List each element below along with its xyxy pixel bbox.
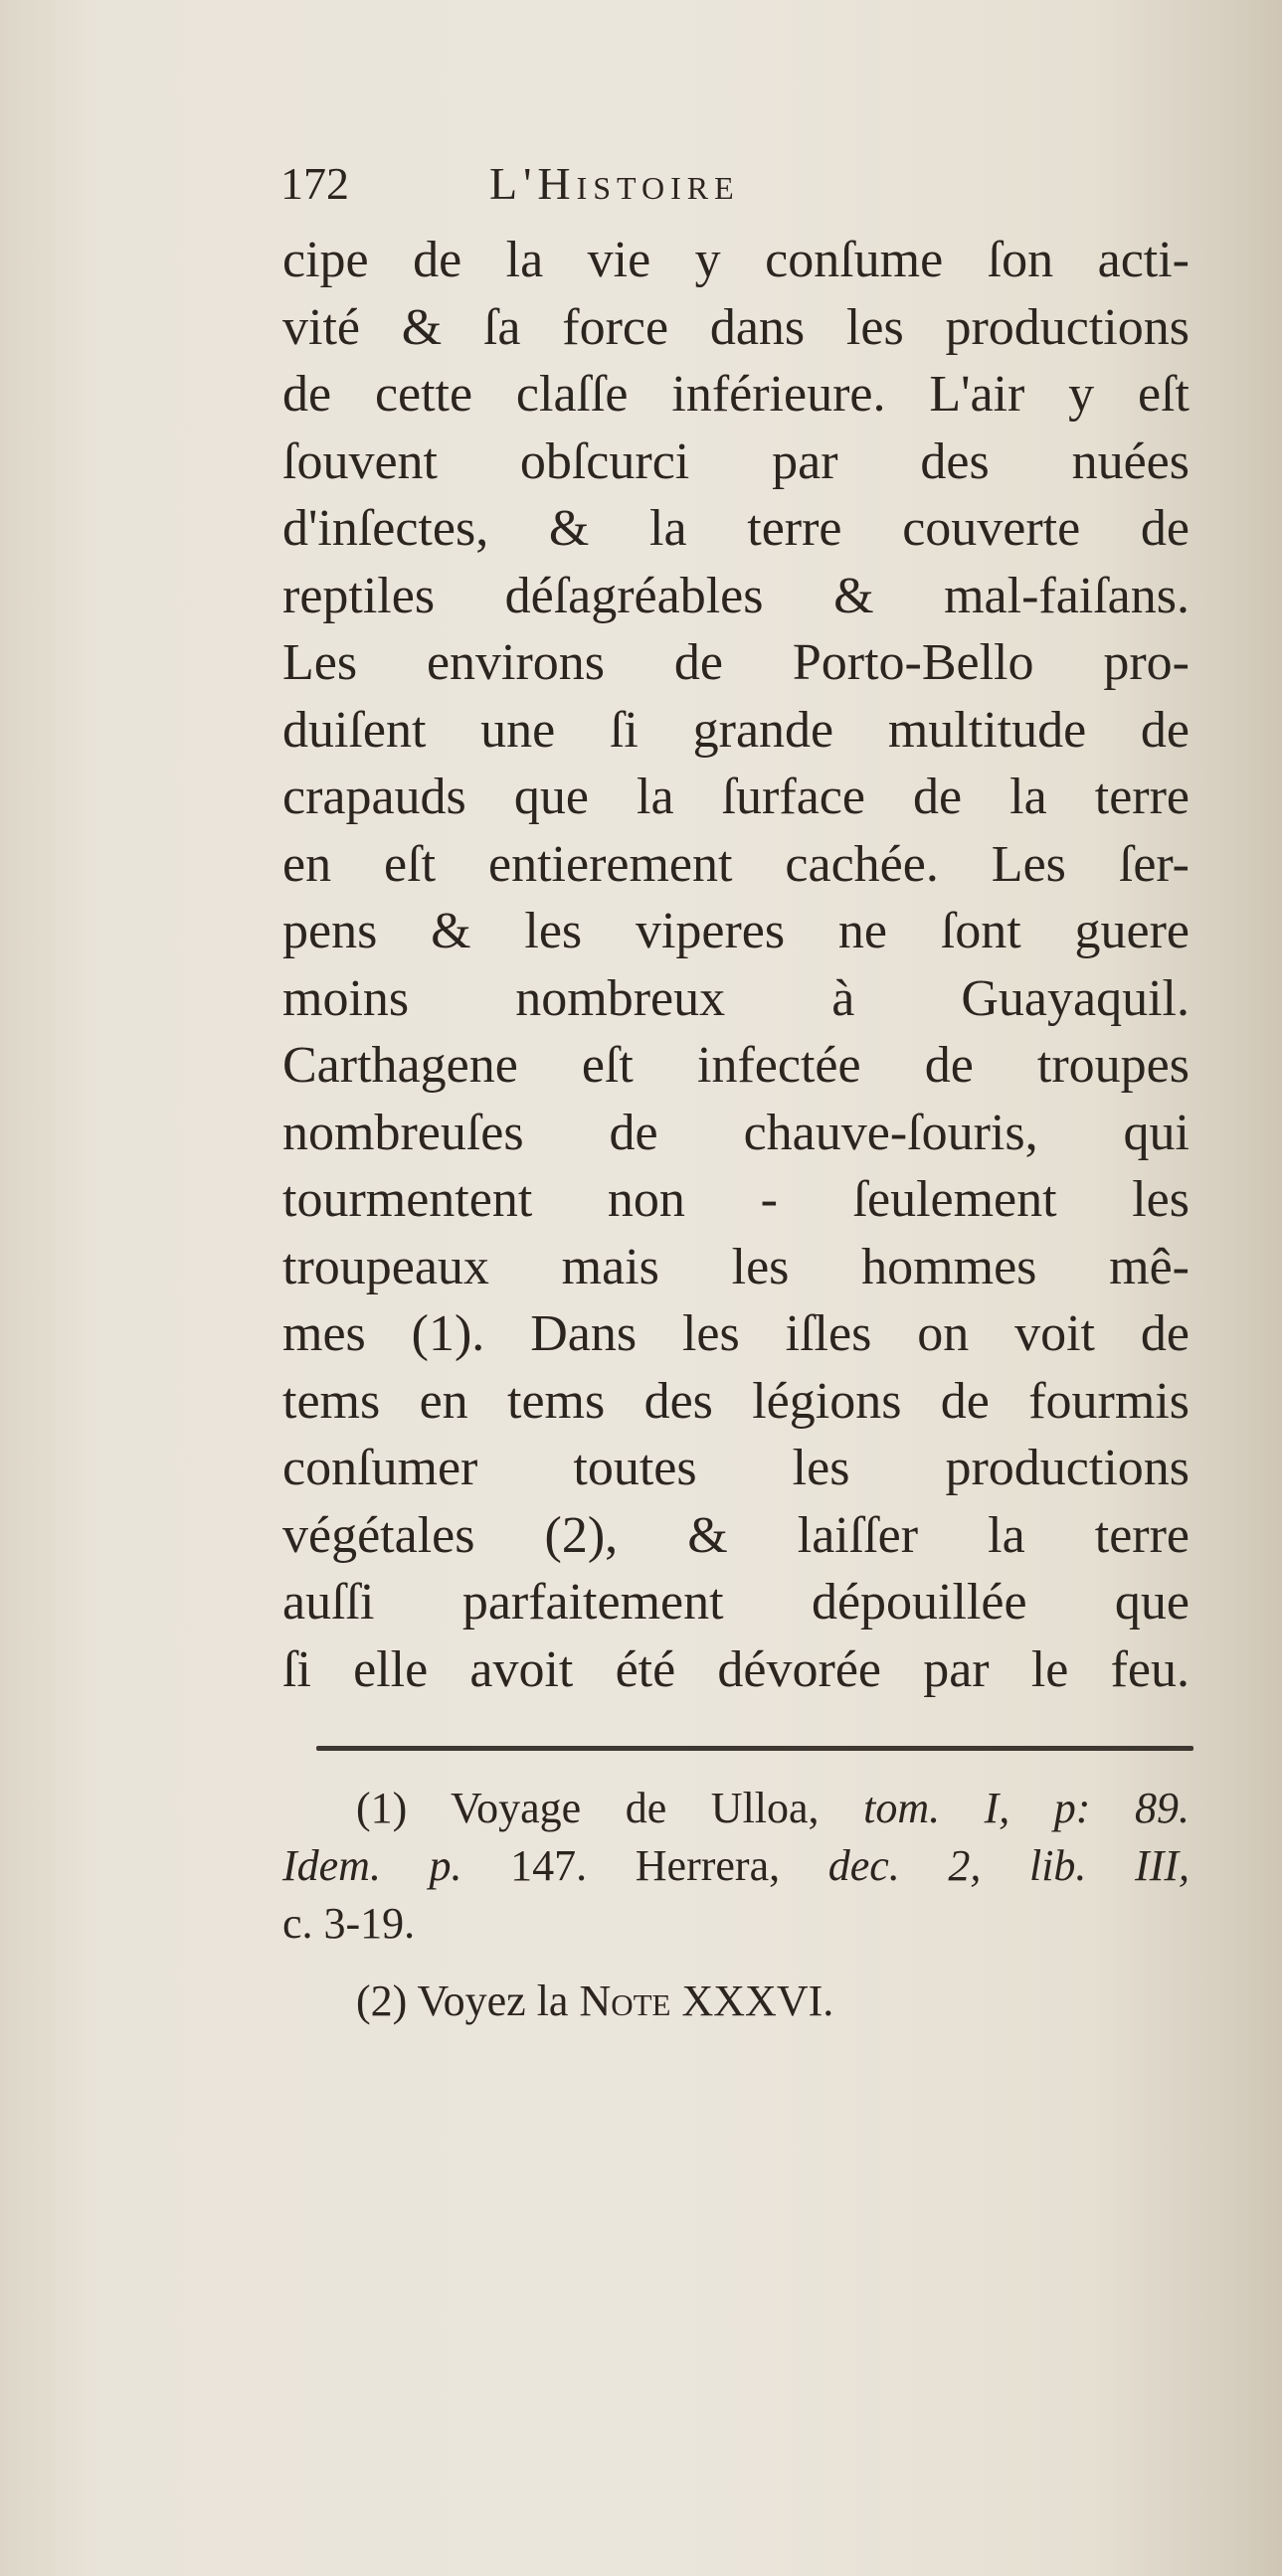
text-line (282, 1368, 1190, 1436)
running-title: L'Histoire (489, 158, 740, 209)
text-line (282, 495, 1190, 563)
footnote-reference: Idem. p. (282, 1841, 462, 1890)
text-line (282, 764, 1190, 831)
footnote-reference: dec. 2, lib. III, (827, 1841, 1190, 1890)
text-line-content: Les environs de Porto-Bello pro- (282, 634, 1190, 691)
text-line-content: conſumer toutes les productions (282, 1440, 1190, 1496)
text-line-content: nombreuſes de chauve-ſouris, qui (282, 1104, 1190, 1161)
text-line-content: en eſt entierement cachée. Les ſer- (282, 835, 1190, 893)
footnote-reference: tom. I, p: 89. (863, 1784, 1190, 1832)
text-line (282, 697, 1190, 765)
page-number: 172 (280, 158, 349, 209)
footnote-2 (282, 1973, 1190, 2030)
text-line (282, 1502, 1190, 1570)
text-line (282, 1636, 1190, 1704)
text-line-content: tourmentent non - ſeulement les (282, 1171, 1190, 1228)
footnote-1-line-2 (282, 1837, 1190, 1895)
text-line (282, 1166, 1190, 1234)
text-line (282, 1032, 1190, 1100)
text-line (282, 898, 1190, 965)
text-line (282, 361, 1190, 429)
text-line-content: ſi elle avoit été dévorée par le feu. (282, 1640, 1190, 1698)
footnote-1-line-1 (282, 1780, 1190, 1837)
text-line-content: tems en tems des légions de fourmis (282, 1372, 1190, 1430)
text-line-content: troupeaux mais les hommes mê- (282, 1238, 1190, 1295)
text-line (282, 227, 1190, 294)
text-line (282, 1234, 1190, 1301)
text-line (282, 1569, 1190, 1636)
text-line-content: végétales (2), & laiſſer la terre (282, 1506, 1190, 1564)
footnote-text: Voyage de Ulloa, (451, 1784, 820, 1832)
text-line-content: auſſi parfaitement dépouillée que (282, 1574, 1190, 1631)
text-line-content: Carthagene eſt infectée de troupes (282, 1037, 1190, 1094)
text-line-content: pens & les viperes ne ſont guere (282, 903, 1190, 959)
text-line (282, 1435, 1190, 1502)
text-line-content: crapauds que la ſurface de la terre (282, 769, 1190, 825)
text-line (282, 563, 1190, 630)
text-line (282, 1100, 1190, 1167)
text-line-content: moins nombreux à Guayaquil. (282, 969, 1190, 1027)
text-line (282, 831, 1190, 899)
text-line-content: vité & ſa force dans les productions (282, 298, 1190, 356)
text-line-content: cipe de la vie y conſume ſon acti- (282, 232, 1190, 288)
footnote-marker: (2) (356, 1976, 408, 2025)
text-line-content: mes (1). Dans les iſles on voit de (282, 1305, 1190, 1362)
running-header (280, 157, 977, 217)
footnote-text: Voyez la (417, 1976, 569, 2025)
footnote-reference: c. 3-19. (282, 1899, 416, 1948)
text-line-content: de cette claſſe inférieure. L'air y eſt (282, 366, 1190, 423)
body-text (282, 227, 1190, 1703)
text-line-content: duiſent une ſi grande multitude de (282, 701, 1190, 759)
text-line (282, 1300, 1190, 1368)
text-line (282, 429, 1190, 496)
footnote-marker: (1) (356, 1784, 408, 1832)
text-line-content: ſouvent obſcurci par des nuées (282, 432, 1190, 490)
footnote-rule (316, 1746, 1193, 1751)
footnotes (282, 1780, 1190, 2030)
footnote-text: 147. Herrera, (510, 1841, 781, 1890)
note-reference: Note XXXVI. (579, 1976, 834, 2025)
text-line-content: reptiles déſagréables & mal-faiſans. (282, 567, 1190, 624)
text-line (282, 294, 1190, 362)
footnote-1-line-3 (282, 1895, 1190, 1953)
text-line (282, 965, 1190, 1033)
text-line-content: d'inſectes, & la terre couverte de (282, 500, 1190, 557)
text-line (282, 629, 1190, 697)
